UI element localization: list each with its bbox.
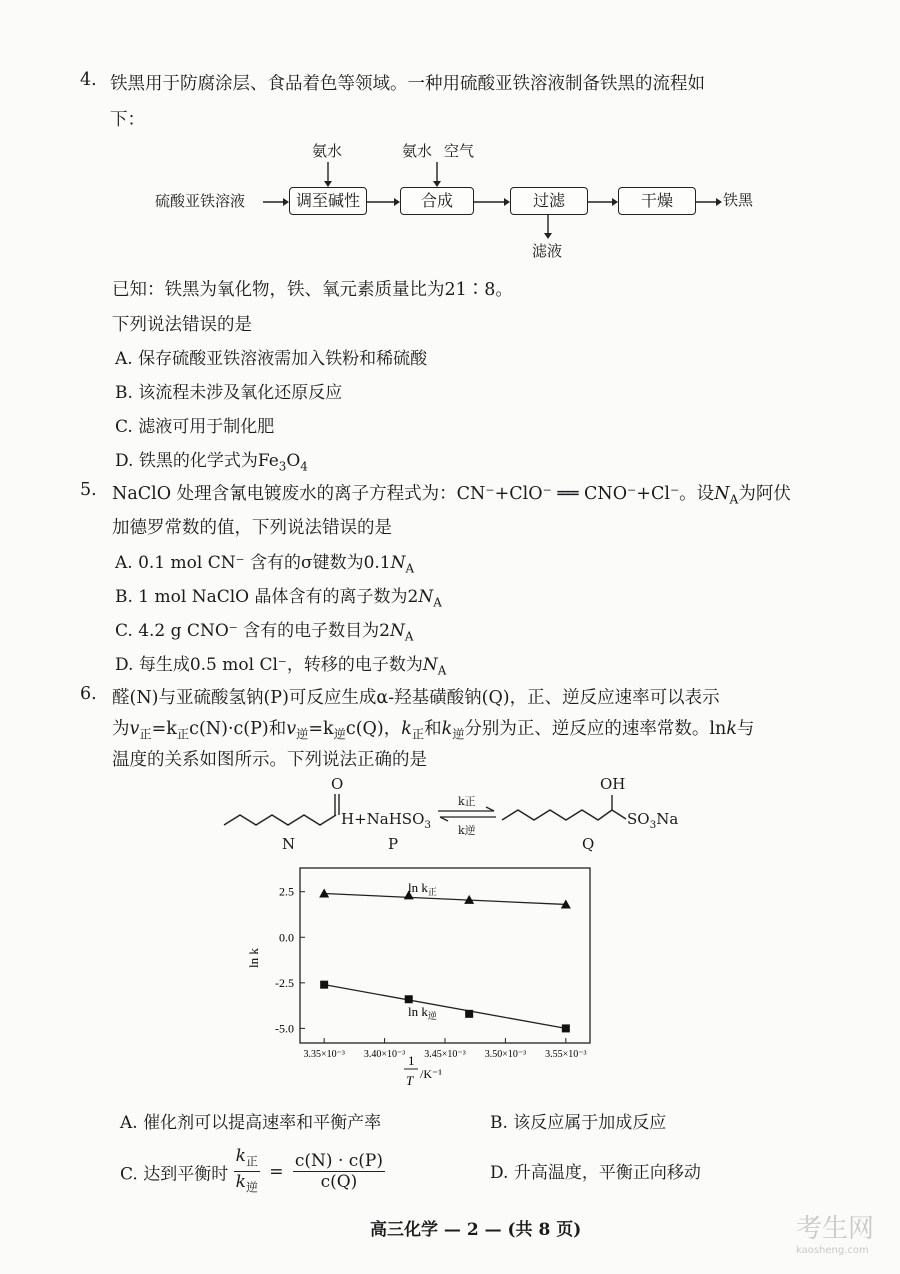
- q5-option-b: B. 1 mol NaClO 晶体含有的离子数为$2N_A$: [115, 587, 442, 610]
- q6-option-b: B. 该反应属于加成反应: [490, 1113, 667, 1133]
- lnk-chart: [240, 860, 600, 1100]
- svg-text:T: T: [406, 1073, 414, 1088]
- q6-option-c: C. 达到平衡时 $\frac{k_正}{k_逆}$ = $\frac{c(N) \cdot c(P)}{c(Q)}$: [120, 1146, 384, 1195]
- x-tick-label: 3.40×10⁻³: [363, 1049, 406, 1060]
- svg-text:ln k正: $\ln k_正$: [408, 880, 437, 897]
- q4-option-c: C. 滤液可用于制化肥: [115, 417, 275, 437]
- svg-text:1: 1: [408, 1053, 415, 1068]
- page-footer: 高三化学 — 2 — (共 8 页): [370, 1220, 582, 1240]
- q4-line1: 铁黑用于防腐涂层、食品着色等领域。一种用硫酸亚铁溶液制备铁黑的流程如: [110, 74, 705, 94]
- flow-input-air: 空气: [444, 142, 475, 160]
- q4-option-d: D. 铁黑的化学式为$Fe_3O_4$: [115, 451, 308, 474]
- q4-known: 已知：铁黑为氧化物，铁、氧元素质量比为21∶8。: [112, 280, 513, 300]
- x-tick-label: 3.35×10⁻³: [303, 1049, 345, 1060]
- q5-option-a: A. 0.1 mol CN⁻ 含有的σ键数为$0.1N_A$: [115, 553, 415, 576]
- x-tick-label: 3.45×10⁻³: [424, 1049, 466, 1060]
- q5-line2: 加德罗常数的值，下列说法错误的是: [112, 518, 392, 538]
- q6-option-a: A. 催化剂可以提高速率和平衡产率: [120, 1113, 382, 1133]
- q5-option-d: D. 每生成0.5 mol Cl⁻，转移的电子数为$N_A$: [115, 655, 447, 678]
- flow-step-filter: 过滤: [510, 187, 588, 215]
- aldehyde-n-structure: [222, 795, 342, 835]
- svg-text:ln k逆: $\ln k_逆$: [408, 1004, 437, 1021]
- svg-text:/K⁻¹: /K⁻¹: [420, 1067, 442, 1081]
- series-line-1: [324, 985, 566, 1029]
- q6-option-d: D. 升高温度，平衡正向移动: [490, 1163, 701, 1183]
- flow-arrow-1: [263, 196, 289, 208]
- scheme-reagent: H+NaHSO$_3$: [341, 810, 432, 831]
- watermark-sub: kaosheng.com: [795, 1245, 869, 1256]
- q6-number: 6.: [80, 684, 97, 704]
- y-tick-label: 2.5: [279, 884, 294, 899]
- flow-start: 硫酸亚铁溶液: [155, 192, 246, 210]
- flow-step-synthesis: 合成: [400, 187, 474, 215]
- flow-arrow-in-1: [322, 162, 334, 187]
- watermark: [796, 1208, 874, 1256]
- scheme-oh: OH: [600, 775, 626, 793]
- q6-line1: 醛(N)与亚硫酸氢钠(P)可反应生成α-羟基磺酸钠(Q)，正、逆反应速率可以表示: [112, 688, 720, 708]
- q4-line2: 下：: [110, 110, 145, 130]
- watermark-main: 考生网: [795, 1214, 874, 1244]
- q5-line1: NaClO 处理含氰电镀废水的离子方程式为：CN⁻+ClO⁻ ══ CNO⁻+Cl⁻。设$N_A$为阿伏: [112, 484, 791, 507]
- y-tick-label: -5.0: [275, 1021, 294, 1036]
- q5-number: 5.: [80, 480, 97, 500]
- scheme-k-forward: k正: [458, 795, 476, 808]
- flow-arrow-3: [474, 196, 510, 208]
- flow-output-filtrate: 滤液: [532, 242, 563, 260]
- scheme-label-p: P: [388, 835, 399, 853]
- flow-arrow-5: [696, 196, 722, 208]
- flow-input-ammonia-1: 氨水: [312, 142, 343, 160]
- data-point-square: [405, 995, 413, 1003]
- q6-line2: 为$v_正=k_正c(N)\cdot c(P)$和$v_逆=k_逆c(Q)$，$k_正$和$k_逆$分别为正、逆反应的速率常数。lnk与: [112, 719, 755, 742]
- y-tick-label: 0.0: [279, 930, 294, 945]
- x-tick-label: 3.55×10⁻³: [545, 1049, 587, 1060]
- scheme-label-q: Q: [582, 835, 595, 853]
- q4-option-a: A. 保存硫酸亚铁溶液需加入铁粉和稀硫酸: [115, 349, 428, 369]
- flow-arrow-2: [367, 196, 400, 208]
- q4-option-b: B. 该流程未涉及氧化还原反应: [115, 383, 343, 403]
- product-q-structure: [500, 795, 630, 835]
- q5-option-c: C. 4.2 g CNO⁻ 含有的电子数目为$2N_A$: [115, 621, 414, 644]
- q4-number: 4.: [80, 70, 97, 90]
- y-tick-label: -2.5: [275, 975, 294, 990]
- flow-arrow-out: [542, 215, 554, 239]
- scheme-k-reverse: k逆: [458, 824, 476, 837]
- scheme-so3na: $SO_3Na$: [627, 810, 679, 831]
- data-point-triangle: [319, 889, 329, 898]
- q6-line3: 温度的关系如图所示。下列说法正确的是: [112, 750, 427, 770]
- y-axis-label: ln k: [246, 948, 261, 968]
- flow-step-adjust: 调至碱性: [289, 187, 367, 215]
- flow-input-ammonia-2: 氨水: [402, 142, 433, 160]
- data-point-square: [320, 981, 328, 989]
- data-point-square: [562, 1024, 570, 1032]
- data-point-square: [465, 1010, 473, 1018]
- series-label-reverse: [408, 1004, 437, 1021]
- equilibrium-arrows: [436, 806, 498, 822]
- x-tick-label: 3.50×10⁻³: [484, 1049, 527, 1060]
- series-line-0: [324, 894, 566, 905]
- series-label-forward: [408, 880, 437, 897]
- scheme-label-n: N: [282, 835, 296, 853]
- q4-question: 下列说法错误的是: [112, 315, 252, 335]
- flow-arrow-4: [588, 196, 618, 208]
- flow-end: 铁黑: [723, 191, 754, 209]
- flow-step-dry: 干燥: [618, 187, 696, 215]
- flow-arrow-in-2: [431, 162, 443, 187]
- scheme-oxygen: O: [331, 775, 344, 793]
